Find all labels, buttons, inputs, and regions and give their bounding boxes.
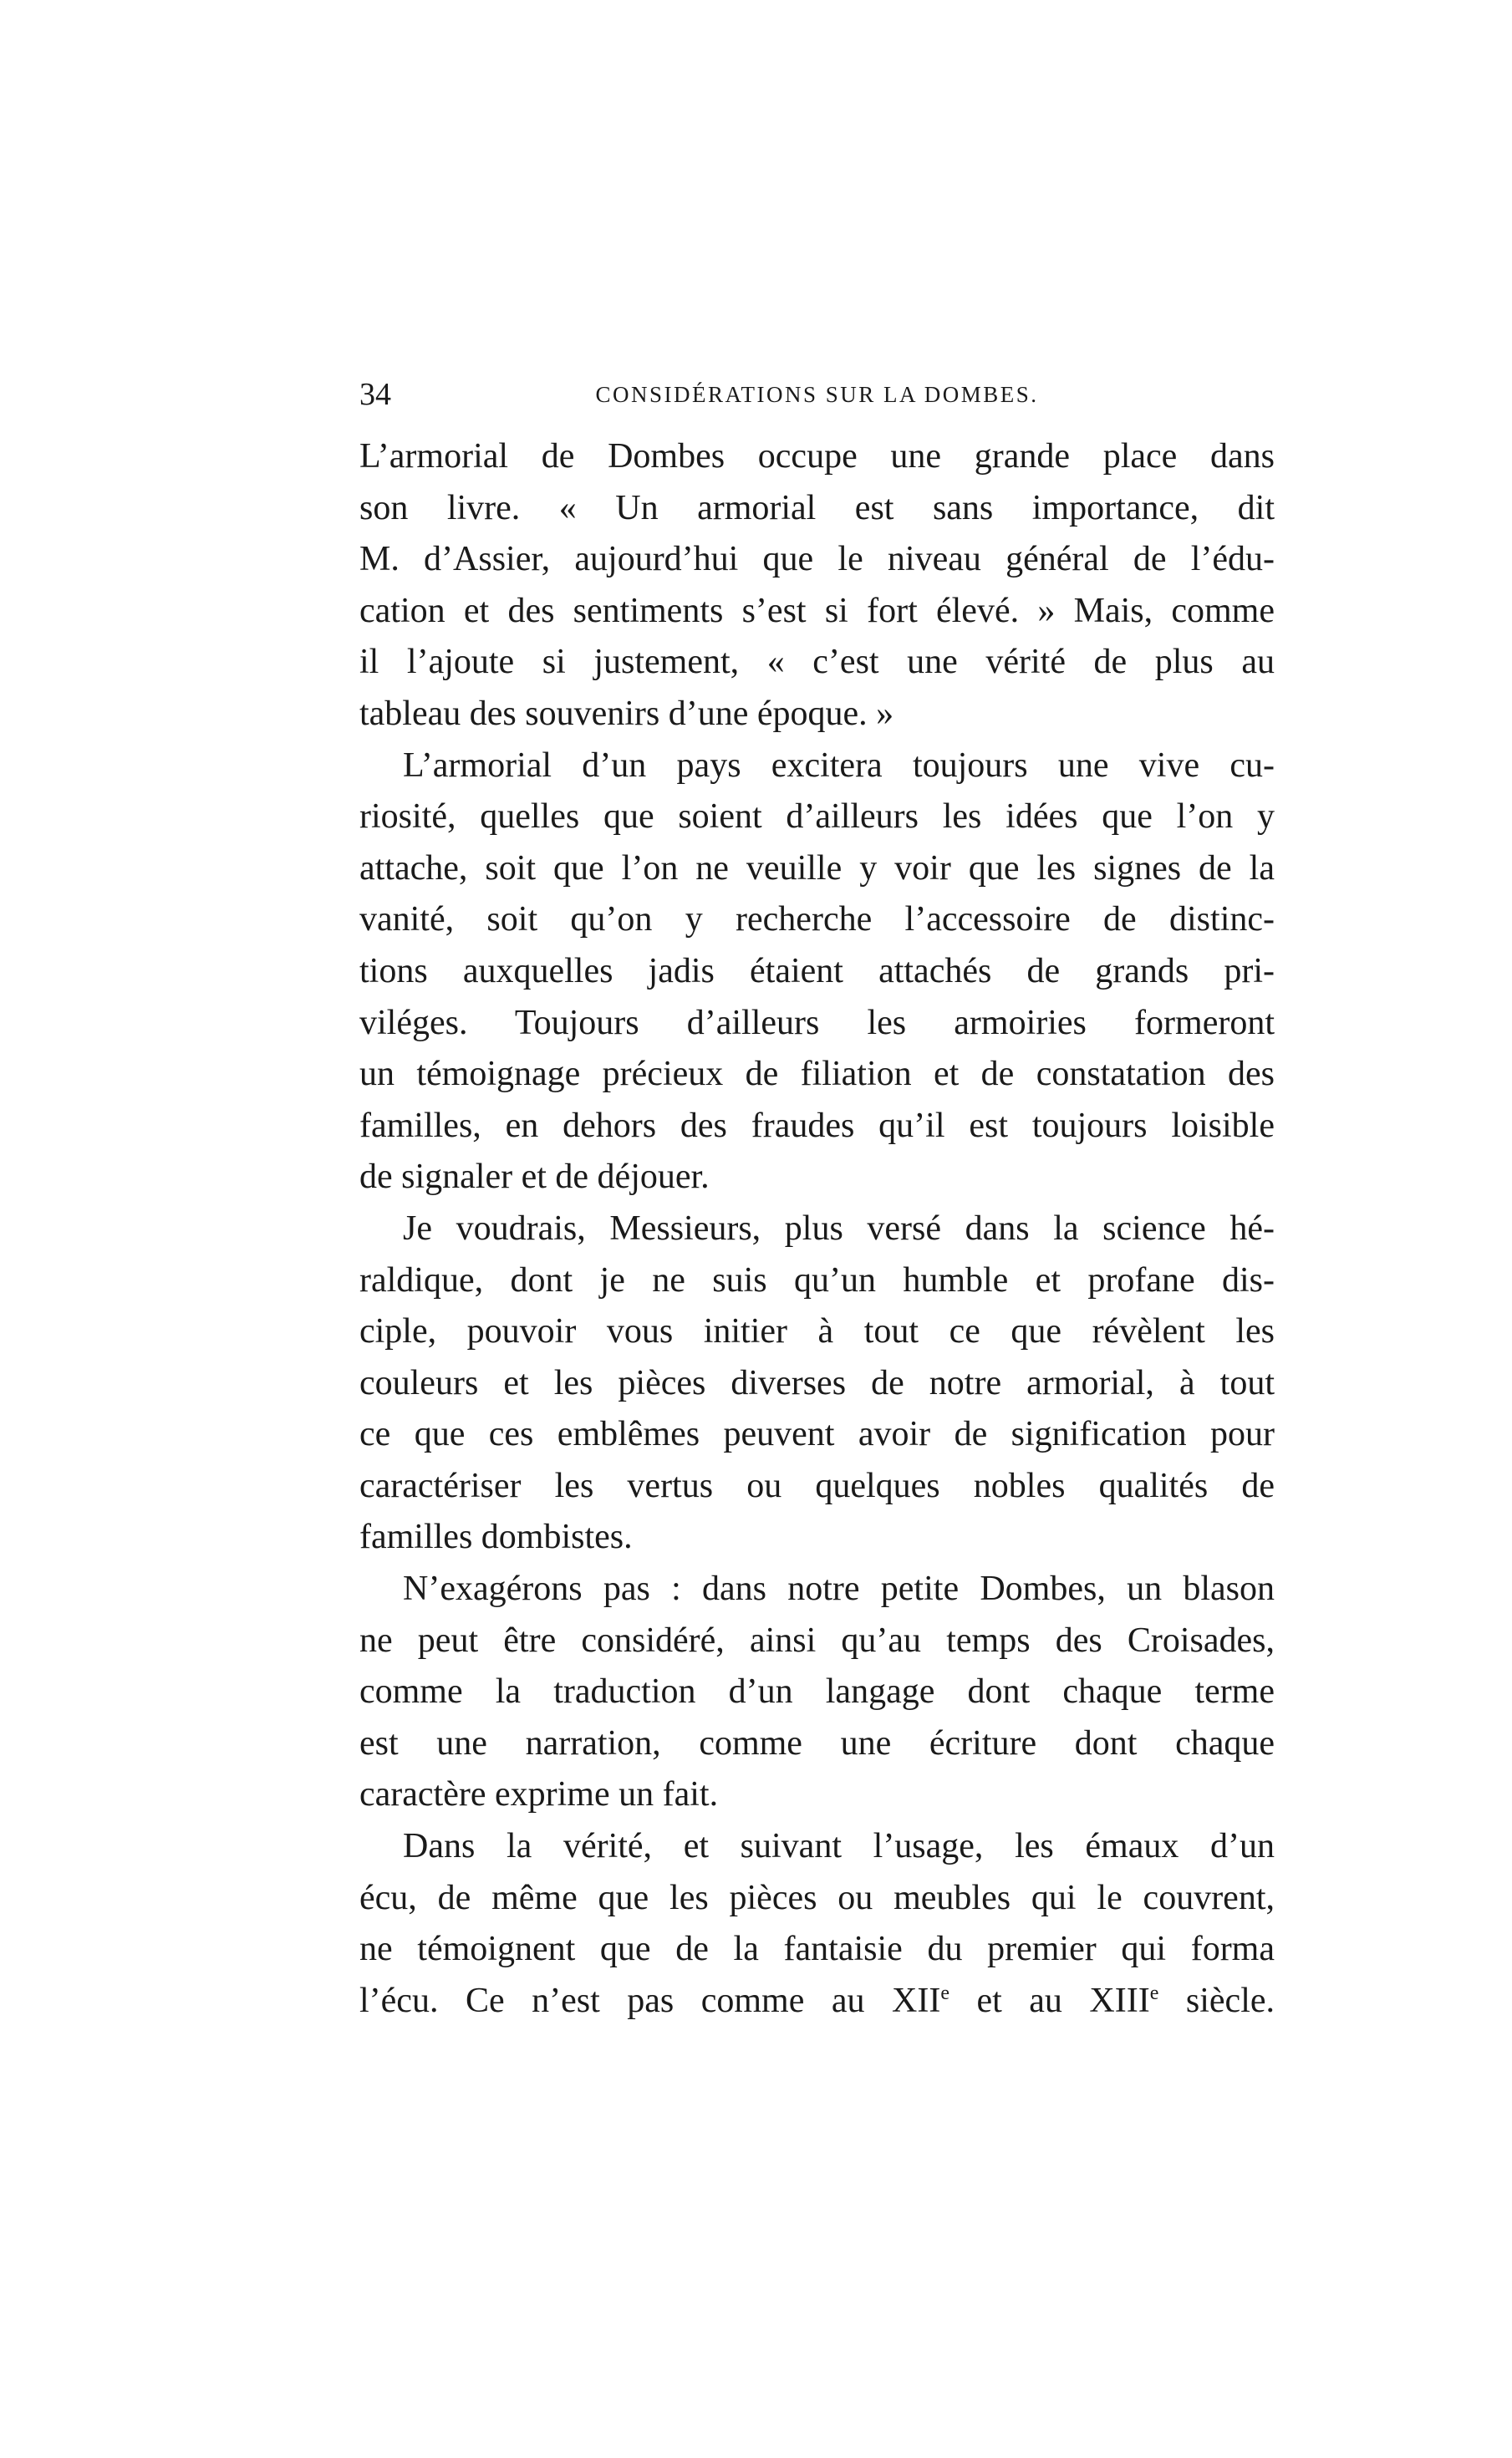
text-line: M. d’Assier, aujourd’hui que le niveau général de l’édu- xyxy=(359,540,1275,579)
text-line: familles, en dehors des fraudes qu’il est toujours loisible xyxy=(359,1106,1275,1145)
paragraph-3 xyxy=(359,1204,1275,1564)
text-line: ne peut être considéré, ainsi qu’au temps des Croisades, xyxy=(359,1621,1275,1660)
text-line: Dans la vérité, et suivant l’usage, les émaux d’un xyxy=(403,1827,1275,1866)
final-line-start: l’écu. Ce n’est pas comme au XII xyxy=(359,1981,941,2020)
text-line: de signaler et de déjouer. xyxy=(359,1158,710,1197)
paragraph-1 xyxy=(359,431,1275,740)
text-line: ce que ces emblêmes peuvent avoir de signification pour xyxy=(359,1415,1275,1454)
text-line: ne témoignent que de la fantaisie du premier qui forma xyxy=(359,1930,1275,1969)
text-line: raldique, dont je ne suis qu’un humble et profane dis- xyxy=(359,1260,1275,1300)
text-line: un témoignage précieux de filiation et de constatation des xyxy=(359,1055,1275,1094)
text-line: Je voudrais, Messieurs, plus versé dans la science hé- xyxy=(403,1209,1275,1248)
text-line: ciple, pouvoir vous initier à tout ce que révèlent les xyxy=(359,1312,1275,1351)
text-line-final xyxy=(359,1976,1275,2028)
body-text xyxy=(359,431,1275,2027)
text-line: L’armorial d’un pays excitera toujours une vive cu- xyxy=(403,746,1275,785)
text-line: riosité, quelles que soient d’ailleurs les idées que l’on y xyxy=(359,797,1275,837)
final-line-mid: et au XIII xyxy=(949,1981,1150,2020)
text-line: viléges. Toujours d’ailleurs les armoiries formeront xyxy=(359,1003,1275,1042)
text-line: familles dombistes. xyxy=(359,1518,633,1557)
paragraph-5 xyxy=(359,1821,1275,2027)
text-line: caractériser les vertus ou quelques nobles qualités de xyxy=(359,1466,1275,1505)
text-line: écu, de même que les pièces ou meubles qui le couvrent, xyxy=(359,1878,1275,1917)
text-line: couleurs et les pièces diverses de notre armorial, à tout xyxy=(359,1363,1275,1402)
text-line: comme la traduction d’un langage dont chaque terme xyxy=(359,1672,1275,1712)
paragraph-2 xyxy=(359,740,1275,1204)
superscript-e: e xyxy=(1149,1982,1159,2004)
text-line: tableau des souvenirs d’une époque. » xyxy=(359,694,894,733)
text-line: tions auxquelles jadis étaient attachés de grands pri- xyxy=(359,951,1275,990)
text-line: N’exagérons pas : dans notre petite Dombes, un blason xyxy=(403,1570,1275,1609)
page-number: 34 xyxy=(359,377,391,412)
text-line: L’armorial de Dombes occupe une grande place dans xyxy=(359,437,1275,476)
text-line: son livre. « Un armorial est sans importance, dit xyxy=(359,488,1275,527)
text-line: cation et des sentiments s’est si fort élevé. » Mais, comme xyxy=(359,591,1275,630)
final-line-end: siècle. xyxy=(1158,1981,1275,2020)
superscript-e: e xyxy=(940,1982,949,2004)
paragraph-4 xyxy=(359,1564,1275,1821)
text-line: caractère exprime un fait. xyxy=(359,1775,719,1814)
text-line: est une narration, comme une écriture dont chaque xyxy=(359,1723,1275,1763)
running-head: CONSIDÉRATIONS SUR LA DOMBES. xyxy=(595,382,1039,407)
text-line: vanité, soit qu’on y recherche l’accessoire de distinc- xyxy=(359,900,1275,939)
page-header xyxy=(359,378,1275,411)
text-line: il l’ajoute si justement, « c’est une vérité de plus au xyxy=(359,643,1275,682)
text-line: attache, soit que l’on ne veuille y voir que les signes de la xyxy=(359,848,1275,888)
